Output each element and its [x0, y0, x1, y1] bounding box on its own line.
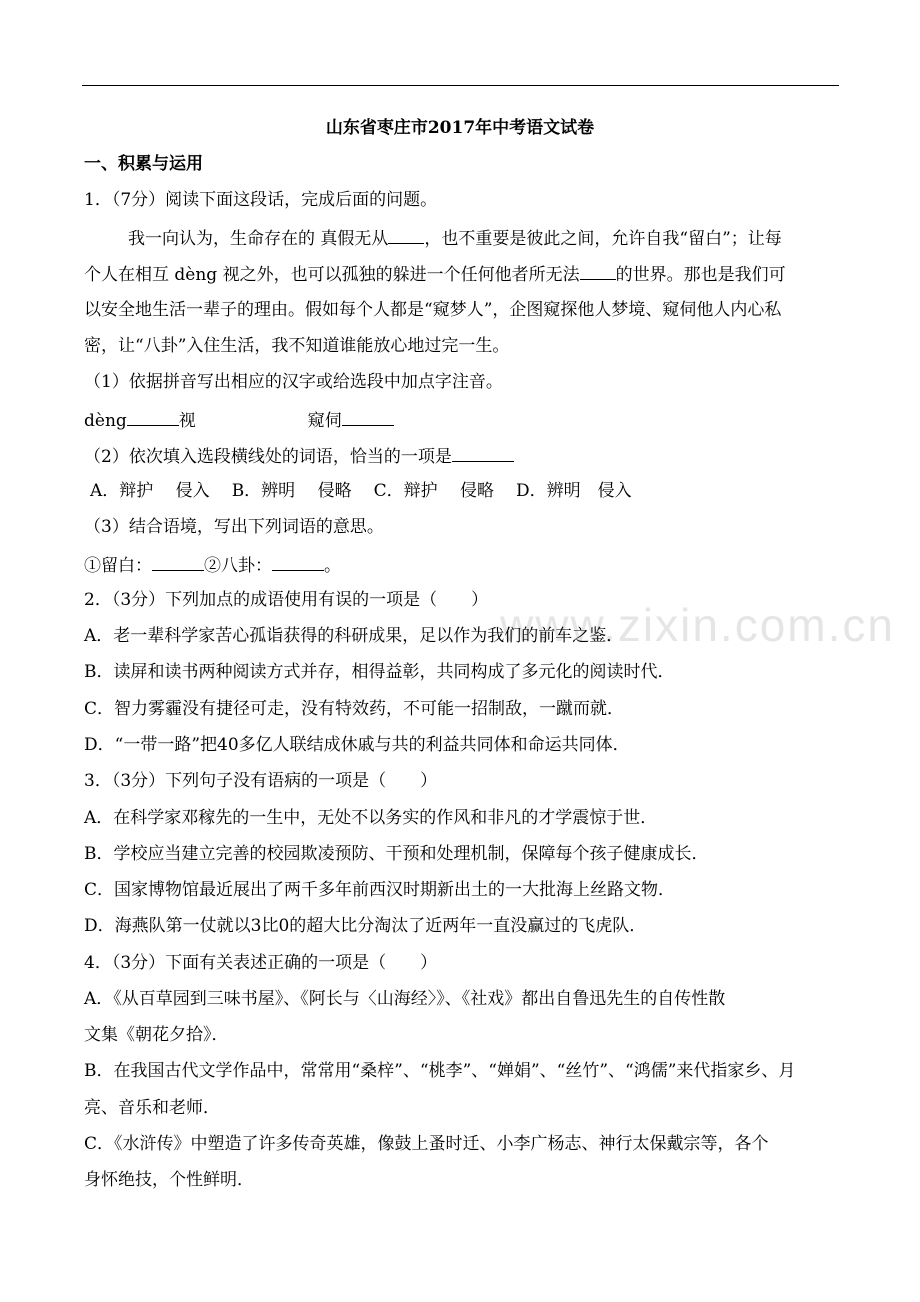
question-4-option-c-line-2: 身怀绝技，个性鲜明．: [84, 1170, 254, 1190]
question-4-option-a-line-1: A．《从百草园到三味书屋》、《阿长与〈山海经〉》、《社戏》都出自鲁迅先生的自传性散: [84, 989, 726, 1009]
answer-blank-kuisi: [342, 407, 394, 426]
section-heading: 一、积累与运用: [84, 154, 203, 174]
question-4-option-b-line-1: B．在我国古代文学作品中，常常用“桑梓”、“桃李”、“婵娟”、“丝竹”、“鸿儒”来代指家乡、月: [84, 1061, 796, 1081]
question-1-stem: 1．（7分）阅读下面这段话，完成后面的问题。: [84, 190, 438, 210]
passage-line-2: 个人在相互 dèng 视之外，也可以孤独的躲进一个任何他者所无法 的世界。那也是我们可: [84, 261, 844, 287]
answer-blank-liubai: [152, 552, 204, 571]
subquestion-1: （1）依据拼音写出相应的汉字或给选段中加点字注音。: [84, 372, 503, 392]
question-3-option-c: C．国家博物馆最近展出了两千多年前西汉时期新出土的一大批海上丝路文物．: [84, 880, 676, 900]
passage-blank-1: [388, 225, 424, 244]
passage-line-1: 我一向认为，生命存在的 真假无从 ，也不重要是彼此之间，允许自我“留白”；让每: [128, 225, 888, 251]
question-3-option-d: D．海燕队第一仗就以3比0的超大比分淘汰了近两年一直没赢过的飞虎队．: [84, 916, 647, 936]
option-b: B．辨明 侵略: [231, 481, 352, 501]
question-4-option-a-line-2: 文集《朝花夕拾》．: [84, 1025, 229, 1045]
question-2-stem: 2．（3分）下列加点的成语使用有误的一项是（ ）: [84, 590, 489, 610]
subquestion-3-answers: ①留白： ②八卦： 。: [84, 552, 844, 578]
passage-line-4: 密，让“八卦”入住生活，我不知道谁能放心地过完一生。: [84, 336, 510, 356]
option-a: A．辩护 侵入: [90, 481, 210, 501]
subquestion-3: （3）结合语境，写出下列词语的意思。: [84, 517, 384, 537]
question-4-option-b-line-2: 亮、音乐和老师．: [84, 1098, 220, 1118]
question-2-option-a: A．老一辈科学家苦心孤诣获得的科研成果，足以作为我们的前车之鉴．: [84, 626, 624, 646]
page-title: 山东省枣庄市2017年中考语文试卷: [325, 118, 595, 138]
subquestion-2: （2）依次填入选段横线处的词语，恰当的一项是: [84, 443, 844, 469]
subquestion-1-answers: dèng 视 窥伺: [84, 407, 844, 433]
passage-blank-2: [580, 261, 616, 280]
option-c: C．辩护 侵略: [373, 481, 495, 501]
question-2-option-d: D．“一带一路”把40多亿人联结成休戚与共的利益共同体和命运共同体．: [84, 735, 630, 755]
question-3-option-a: A．在科学家邓稼先的一生中，无处不以务实的作风和非凡的才学震惊于世．: [84, 808, 658, 828]
option-d: D．辨明 侵入: [516, 481, 632, 501]
question-4-option-c-line-1: C．《水浒传》中塑造了许多传奇英雄，像鼓上蚤时迁、小李广杨志、神行太保戴宗等，各个: [84, 1134, 769, 1154]
passage-line-3: 以安全地生活一辈子的理由。假如每个人都是“窥梦人”，企图窥探他人梦境、窥伺他人内心私: [84, 300, 782, 320]
answer-blank-deng: [127, 407, 179, 426]
subquestion-2-options: [84, 479, 844, 503]
question-4-stem: 4．（3分）下面有关表述正确的一项是（ ）: [84, 953, 438, 973]
question-2-option-c: C．智力雾霾没有捷径可走，没有特效药，不可能一招制敌，一蹴而就．: [84, 699, 625, 719]
watermark: www.zixin.com.cn: [500, 599, 895, 651]
answer-blank-bagua: [272, 552, 324, 571]
answer-blank-choice: [452, 443, 514, 462]
question-3-option-b: B．学校应当建立完善的校园欺凌预防、干预和处理机制，保障每个孩子健康成长．: [84, 844, 709, 864]
header-rule: [82, 85, 839, 86]
question-3-stem: 3．（3分）下列句子没有语病的一项是（ ）: [84, 771, 438, 791]
question-2-option-b: B．读屏和读书两种阅读方式并存，相得益彰，共同构成了多元化的阅读时代．: [84, 662, 675, 682]
